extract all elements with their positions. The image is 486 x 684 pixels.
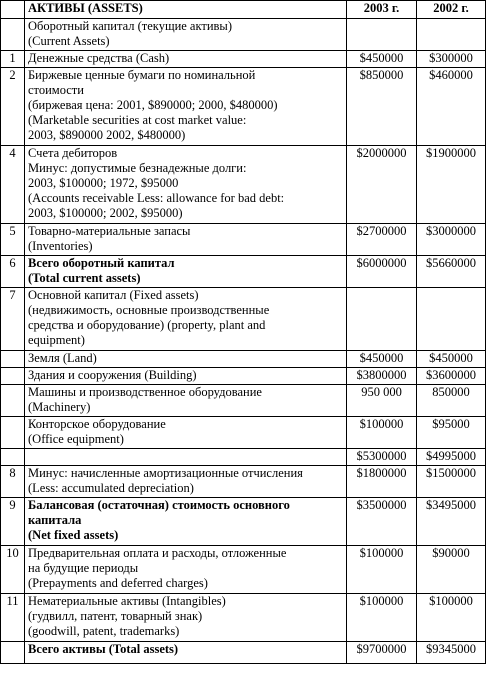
- table-row: [1, 417, 486, 449]
- row-number: 7: [1, 288, 25, 351]
- amount-2003: $5300000: [347, 449, 417, 466]
- row-number: [1, 642, 25, 664]
- row-description: [25, 19, 347, 51]
- row-description: [25, 385, 347, 417]
- table-row: [1, 288, 486, 351]
- description-line: Всего оборотный капитал: [28, 256, 175, 270]
- description-line: Товарно-материальные запасы: [28, 224, 191, 238]
- amount-2003: $450000: [347, 51, 417, 68]
- description-line: (недвижимость, основные производственные: [28, 303, 270, 317]
- header-year-2003: 2003 г.: [347, 1, 417, 19]
- row-description: [25, 498, 347, 546]
- description-line: Всего активы (Total assets): [28, 642, 179, 656]
- amount-2002: $9345000: [417, 642, 486, 664]
- amount-2002: $5660000: [417, 256, 486, 288]
- table-row: [1, 146, 486, 224]
- row-description: [25, 449, 347, 466]
- row-number: 6: [1, 256, 25, 288]
- description-line: средства и оборудование) (property, plant and: [28, 318, 266, 332]
- row-description: [25, 368, 347, 385]
- description-line: (Machinery): [28, 400, 91, 414]
- row-description: [25, 288, 347, 351]
- description-line: Минус: допустимые безнадежные долги:: [28, 161, 247, 175]
- table-row: [1, 466, 486, 498]
- amount-2003: $3500000: [347, 498, 417, 546]
- table-row: [1, 19, 486, 51]
- table-row: [1, 224, 486, 256]
- amount-2003: $450000: [347, 351, 417, 368]
- table-row: [1, 594, 486, 642]
- row-description: [25, 351, 347, 368]
- description-line: (Office equipment): [28, 432, 124, 446]
- row-description: [25, 546, 347, 594]
- amount-2003: $100000: [347, 546, 417, 594]
- row-number: [1, 368, 25, 385]
- description-line: 2003, $100000; 1972, $95000: [28, 176, 179, 190]
- amount-2002: [417, 288, 486, 351]
- amount-2002: 850000: [417, 385, 486, 417]
- description-line: 2003, $100000; 2002, $95000): [28, 206, 183, 220]
- description-line: Денежные средства (Cash): [28, 51, 170, 65]
- description-line: Конторское оборудование: [28, 417, 166, 431]
- description-line: Земля (Land): [28, 351, 97, 365]
- amount-2002: $90000: [417, 546, 486, 594]
- description-line: (Less: accumulated depreciation): [28, 481, 194, 495]
- row-description: [25, 224, 347, 256]
- header-number-cell: [1, 1, 25, 19]
- table-header-row: [1, 1, 486, 19]
- description-line: (Prepayments and deferred charges): [28, 576, 208, 590]
- description-line: (goodwill, patent, trademarks): [28, 624, 180, 638]
- amount-2003: 950 000: [347, 385, 417, 417]
- table-row: [1, 68, 486, 146]
- description-line: (Accounts receivable Less: allowance for bad debt:: [28, 191, 285, 205]
- header-year-2002: 2002 г.: [417, 1, 486, 19]
- row-description: [25, 466, 347, 498]
- table-row: [1, 256, 486, 288]
- description-line: (гудвилл, патент, товарный знак): [28, 609, 203, 623]
- description-line: на будущие периоды: [28, 561, 139, 575]
- amount-2003: [347, 19, 417, 51]
- row-description: [25, 256, 347, 288]
- description-line: (Marketable securities at cost market value:: [28, 113, 247, 127]
- amount-2002: [417, 19, 486, 51]
- description-line: 2003, $890000 2002, $480000): [28, 128, 186, 142]
- row-description: [25, 68, 347, 146]
- amount-2002: $450000: [417, 351, 486, 368]
- row-number: 8: [1, 466, 25, 498]
- description-line: Счета дебиторов: [28, 146, 118, 160]
- description-line: Здания и сооружения (Building): [28, 368, 197, 382]
- row-number: [1, 385, 25, 417]
- amount-2002: $95000: [417, 417, 486, 449]
- table-row: [1, 546, 486, 594]
- row-description: [25, 51, 347, 68]
- row-number: 5: [1, 224, 25, 256]
- amount-2003: $850000: [347, 68, 417, 146]
- description-line: (Current Assets): [28, 34, 110, 48]
- amount-2003: [347, 288, 417, 351]
- description-line: (биржевая цена: 2001, $890000; 2000, $480000): [28, 98, 278, 112]
- row-description: [25, 417, 347, 449]
- description-line: Балансовая (остаточная) стоимость основного: [28, 498, 290, 512]
- row-description: [25, 642, 347, 664]
- amount-2003: $100000: [347, 594, 417, 642]
- row-number: [1, 417, 25, 449]
- row-description: [25, 594, 347, 642]
- row-description: [25, 146, 347, 224]
- table-row: [1, 642, 486, 664]
- table-row: [1, 368, 486, 385]
- description-line: Биржевые ценные бумаги по номинальной: [28, 68, 256, 82]
- description-line: equipment): [28, 333, 85, 347]
- amount-2002: $100000: [417, 594, 486, 642]
- row-number: 1: [1, 51, 25, 68]
- amount-2003: $2000000: [347, 146, 417, 224]
- description-line: Минус: начисленные амортизационные отчисления: [28, 466, 303, 480]
- amount-2002: $300000: [417, 51, 486, 68]
- table-row: [1, 498, 486, 546]
- row-number: 9: [1, 498, 25, 546]
- amount-2002: $3495000: [417, 498, 486, 546]
- amount-2002: $1500000: [417, 466, 486, 498]
- row-number: 11: [1, 594, 25, 642]
- description-line: Оборотный капитал (текущие активы): [28, 19, 232, 33]
- description-line: Машины и производственное оборудование: [28, 385, 262, 399]
- row-number: 4: [1, 146, 25, 224]
- table-row: [1, 351, 486, 368]
- description-line: Основной капитал (Fixed assets): [28, 288, 199, 302]
- row-number: 2: [1, 68, 25, 146]
- description-line: Предварительная оплата и расходы, отложенные: [28, 546, 287, 560]
- table-row: [1, 51, 486, 68]
- description-line: (Total current assets): [28, 271, 141, 285]
- amount-2003: $2700000: [347, 224, 417, 256]
- amount-2002: $1900000: [417, 146, 486, 224]
- row-number: [1, 19, 25, 51]
- row-number: 10: [1, 546, 25, 594]
- amount-2002: $3600000: [417, 368, 486, 385]
- description-line: (Net fixed assets): [28, 528, 119, 542]
- table-row: [1, 449, 486, 466]
- row-number: [1, 449, 25, 466]
- amount-2002: $3000000: [417, 224, 486, 256]
- amount-2003: $3800000: [347, 368, 417, 385]
- amount-2003: $6000000: [347, 256, 417, 288]
- header-title: АКТИВЫ (ASSETS): [25, 1, 347, 19]
- amount-2003: $9700000: [347, 642, 417, 664]
- amount-2003: $1800000: [347, 466, 417, 498]
- amount-2003: $100000: [347, 417, 417, 449]
- amount-2002: $4995000: [417, 449, 486, 466]
- table-row: [1, 385, 486, 417]
- description-line: капитала: [28, 513, 82, 527]
- description-line: [28, 449, 343, 464]
- description-line: Нематериальные активы (Intangibles): [28, 594, 226, 608]
- description-line: стоимости: [28, 83, 84, 97]
- description-line: (Inventories): [28, 239, 93, 253]
- row-number: [1, 351, 25, 368]
- amount-2002: $460000: [417, 68, 486, 146]
